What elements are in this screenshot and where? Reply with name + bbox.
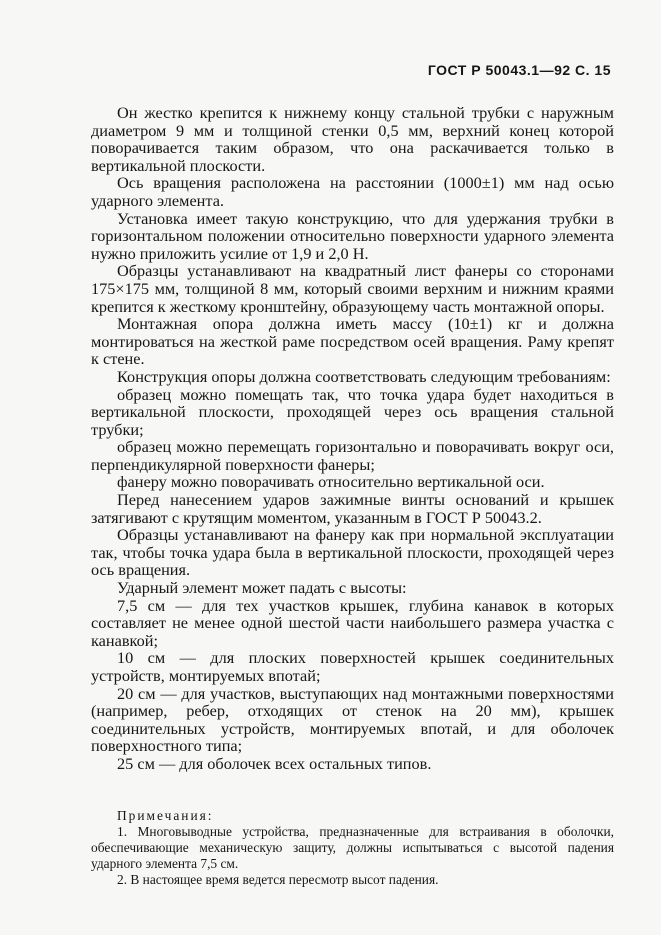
- paragraph: Установка имеет такую конструкцию, что для удержания трубки в горизонтальном положении относительно поверхности ударного элемента нужно приложить усилие от 1,9 и 2,0 Н.: [91, 208, 614, 263]
- paragraph: образец можно перемещать горизонтально и поворачивать вокруг оси, перпендикулярной поверхности фанеры;: [91, 437, 614, 474]
- paragraph: Образцы устанавливают на квадратный лист фанеры со сторонами 175×175 мм, толщиной 8 мм, который своими верхним и нижним краями крепится к жесткому кронштейну, образующему часть монтажной опоры.: [91, 261, 614, 316]
- paragraph: Конструкция опоры должна соответствовать следующим требованиям:: [117, 366, 611, 386]
- page-header: ГОСТ Р 50043.1—92 С. 15: [427, 62, 611, 78]
- paragraph: образец можно помещать так, что точка удара будет находиться в вертикальной плоскости, проходящей через ось вращения стальной трубки;: [91, 384, 614, 439]
- paragraph: 25 см — для оболочек всех остальных типов.: [117, 753, 432, 773]
- paragraph: Монтажная опора должна иметь массу (10±1) кг и должна монтироваться на жесткой раме посредством осей вращения. Раму крепят к стене.: [91, 314, 614, 369]
- paragraph: 20 см — для участков, выступающих над монтажными поверхностями (например, ребер, отходящих от стенок на 20 мм), крышек соединительных устройств, монтируемых впотай, и для оболочек поверхностного типа;: [91, 683, 614, 756]
- paragraph: Перед нанесением ударов зажимные винты оснований и крышек затягивают с крутящим моментом, указанным в ГОСТ Р 50043.2.: [91, 490, 614, 527]
- paragraph: 10 см — для плоских поверхностей крышек соединительных устройств, монтируемых впотай;: [91, 648, 614, 685]
- note-item: 2. В настоящее время ведется пересмотр высот падения.: [117, 872, 439, 887]
- paragraph: Ось вращения расположена на расстоянии (1000±1) мм над осью ударного элемента.: [91, 173, 614, 210]
- paragraph: Образцы устанавливают на фанеру как при нормальной эксплуатации так, чтобы точка удара была в вертикальной плоскости, проходящей через ось вращения.: [91, 525, 614, 580]
- paragraph: Ударный элемент может падать с высоты:: [117, 578, 407, 598]
- paragraph: Он жестко крепится к нижнему концу стальной трубки с наружным диаметром 9 мм и толщиной стенки 0,5 мм, верхний конец которой поворачивается таким образом, что она раскачивается только в вертикальной плоскости.: [91, 103, 614, 175]
- note-item: 1. Многовыводные устройства, предназначенные для встраивания в оболочки, обеспечивающие механическую защиту, должны испытываться с высотой падения ударного элемента 7,5 см.: [91, 824, 614, 871]
- paragraph: 7,5 см — для тех участков крышек, глубина канавок в которых составляет не менее одной шестой части наибольшего размера участка с канавкой;: [91, 595, 614, 650]
- paragraph: фанеру можно поворачивать относительно вертикальной оси.: [117, 472, 545, 492]
- notes-title: Примечания:: [117, 808, 214, 823]
- body-text: [91, 104, 614, 773]
- notes-section: [91, 808, 614, 888]
